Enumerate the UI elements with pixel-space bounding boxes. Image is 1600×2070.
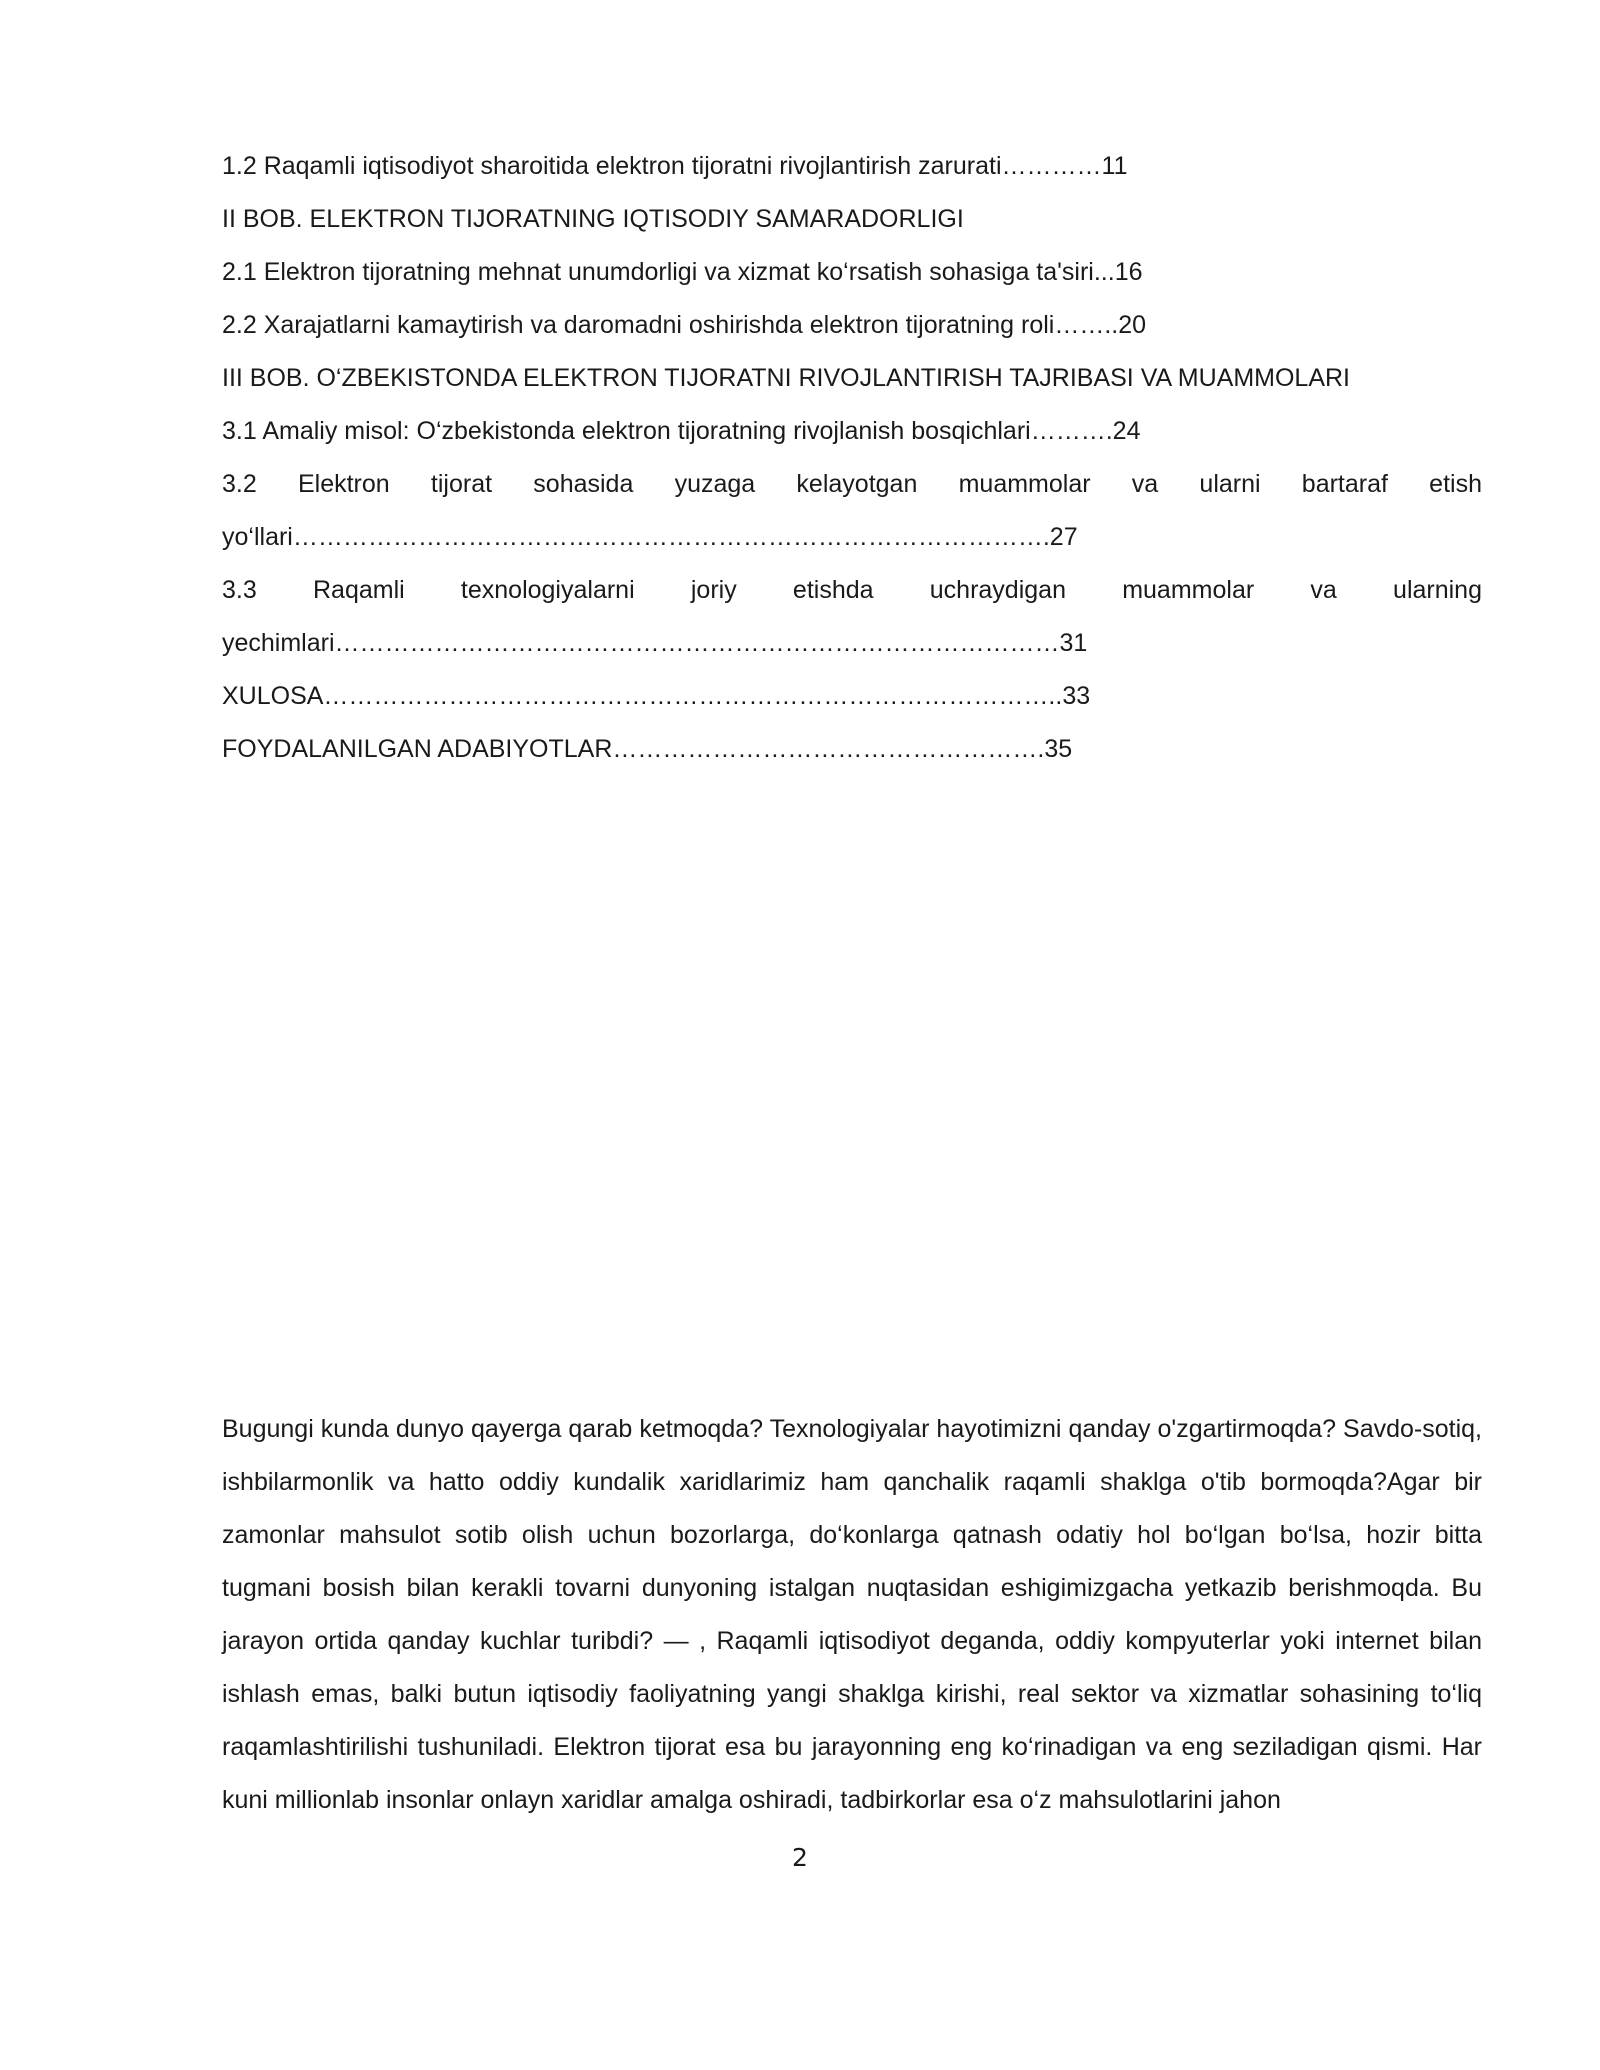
toc-entry-conclusion[interactable]: XULOSA……………………………………………………………………………..33 — [222, 682, 1091, 710]
toc-chapter-2-heading[interactable]: II BOB. ELEKTRON TIJORATNING IQTISODIY SAMARADORLIGI — [222, 205, 964, 233]
page-number: 2 — [792, 1843, 808, 1872]
intro-paragraph: Bugungi kunda dunyo qayerga qarab ketmoqda? Texnologiyalar hayotimizni qanday o'zgartirmoqda? Savdo-sotiq, ishbilarmonlik va hatto oddiy kundalik xaridlarimiz ham qanchalik raqamli shaklga o'tib bormoqda?Agar bir zamonlar mahsulot sotib olish uchun bozorlarga, do‘konlarga qatnash odatiy hol bo‘lgan bo‘lsa, hozir bitta tugmani bosish bilan kerakli tovarni dunyoning istalgan nuqtasidan eshigimizgacha yetkazib berishmoqda. Bu jarayon ortida qanday kuchlar turibdi? — , Raqamli iqtisodiyot deganda, oddiy kompyuterlar yoki internet bilan ishlash emas, balki butun iqtisodiy faoliyatning yangi shaklga kirishi, real sektor va xizmatlar sohasining to‘liq raqamlashtirilishi tushuniladi. Elektron tijorat esa bu jarayonning eng ko‘rinadigan va eng seziladigan qismi. Har kuni millionlab insonlar onlayn xaridlar amalga oshiradi, tadbirkorlar esa o‘z mahsulotlarini jahon — [222, 1415, 1482, 1814]
toc-entry-3-1[interactable]: 3.1 Amaliy misol: O‘zbekistonda elektron tijoratning rivojlanish bosqichlari……….24 — [222, 417, 1141, 445]
toc-chapter-3-heading[interactable]: III BOB. O‘ZBEKISTONDA ELEKTRON TIJORATNI RIVOJLANTIRISH TAJRIBASI VA MUAMMOLARI — [222, 364, 1350, 392]
toc-entry-2-2[interactable]: 2.2 Xarajatlarni kamaytirish va daromadni oshirishda elektron tijoratning roli……..20 — [222, 311, 1147, 339]
table-of-contents — [222, 140, 1482, 776]
toc-entry-3-2[interactable]: 3.2 Elektron tijorat sohasida yuzaga kelayotgan muammolar va ularni bartaraf etish yo‘llari……………………………………………………………………………….27 — [222, 470, 1482, 551]
toc-entry-1-2[interactable]: 1.2 Raqamli iqtisodiyot sharoitida elektron tijoratni rivojlantirish zarurati…………11 — [222, 152, 1128, 180]
toc-entry-3-3[interactable]: 3.3 Raqamli texnologiyalarni joriy etishda uchraydigan muammolar va ularning yechimlari……………………………………………………………………………31 — [222, 576, 1482, 657]
toc-entry-references[interactable]: FOYDALANILGAN ADABIYOTLAR…………………………………………….35 — [222, 735, 1073, 763]
toc-entry-2-1[interactable]: 2.1 Elektron tijoratning mehnat unumdorligi va xizmat ko‘rsatish sohasiga ta'siri...16 — [222, 258, 1143, 286]
